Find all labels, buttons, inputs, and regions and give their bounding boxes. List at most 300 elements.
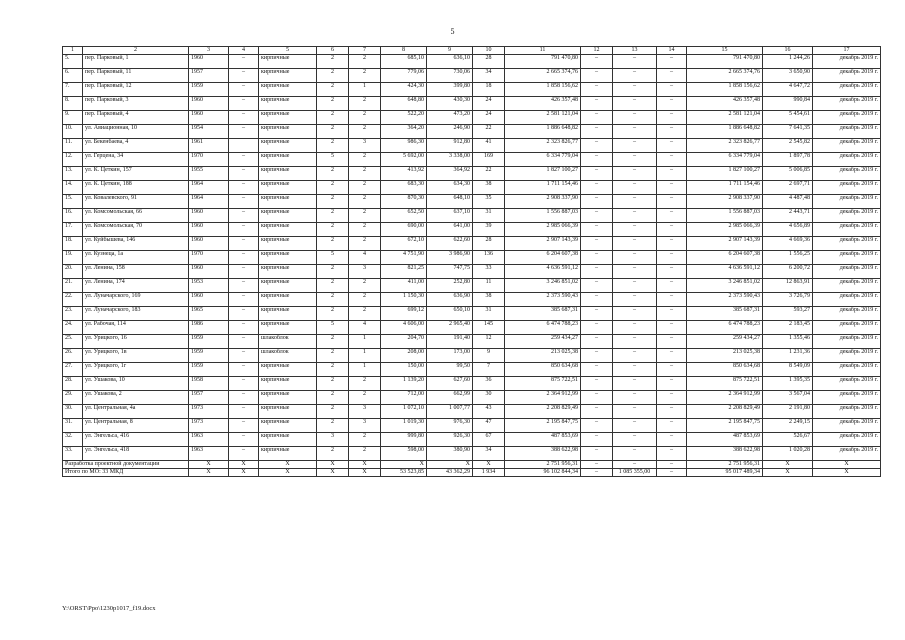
table-cell: – (613, 349, 657, 363)
table-cell: 1 858 156,62 (505, 83, 581, 97)
table-cell: декабрь 2019 г. (813, 139, 881, 153)
table-cell: 12. (63, 153, 83, 167)
table-row (63, 167, 881, 181)
table-cell: 3 (349, 265, 381, 279)
table-cell: 1 711 154,46 (505, 181, 581, 195)
table-cell: – (581, 419, 613, 433)
summary-cell: 96 102 844,34 (505, 469, 581, 477)
table-cell: 15. (63, 195, 83, 209)
table-cell: 1964 (189, 195, 229, 209)
table-cell: 43 (473, 405, 505, 419)
table-body (63, 55, 881, 477)
table-cell: 1957 (189, 391, 229, 405)
table-cell: 1959 (189, 335, 229, 349)
table-cell: 648,80 (381, 97, 427, 111)
table-cell: 2 (317, 377, 349, 391)
column-number-header: 3 (189, 47, 229, 55)
table-cell: – (229, 167, 259, 181)
table-cell: пер. Парковый, 3 (83, 97, 189, 111)
table-cell: ул. Ленина, 174 (83, 279, 189, 293)
table-row (63, 111, 881, 125)
table-cell: – (613, 209, 657, 223)
table-cell: пер. Парковый, 1 (83, 55, 189, 69)
table-cell: 4 (349, 321, 381, 335)
table-cell: 2 (317, 265, 349, 279)
table-cell: ул. Комсомольская, 70 (83, 223, 189, 237)
table-cell: – (229, 377, 259, 391)
table-cell: 27. (63, 363, 83, 377)
table-cell: 39 (473, 223, 505, 237)
table-row (63, 307, 881, 321)
table-cell: декабрь 2019 г. (813, 125, 881, 139)
table-cell: 648,10 (427, 195, 473, 209)
table-cell: 2 (349, 97, 381, 111)
table-cell: – (657, 69, 687, 83)
table-cell: кирпичные (259, 265, 317, 279)
table-cell: 2 (349, 209, 381, 223)
table-cell: кирпичные (259, 377, 317, 391)
table-cell: декабрь 2019 г. (813, 223, 881, 237)
table-cell: шлакоблок (259, 349, 317, 363)
table-cell: 36 (473, 377, 505, 391)
table-cell: 20. (63, 265, 83, 279)
table-cell: кирпичные (259, 293, 317, 307)
table-cell: – (657, 293, 687, 307)
table-cell: 5 006,85 (763, 167, 813, 181)
column-number-header: 8 (381, 47, 427, 55)
table-cell: 1 827 100,27 (687, 167, 763, 181)
table-cell: 1958 (189, 377, 229, 391)
table-cell: – (613, 223, 657, 237)
table-cell: 388 622,98 (505, 447, 581, 461)
table-cell: 26. (63, 349, 83, 363)
table-cell: 5 (317, 251, 349, 265)
table-cell: 1973 (189, 405, 229, 419)
table-cell: кирпичные (259, 391, 317, 405)
table-cell: декабрь 2019 г. (813, 447, 881, 461)
table-cell: 2 965,40 (427, 321, 473, 335)
table-cell: – (581, 433, 613, 447)
table-cell: декабрь 2019 г. (813, 237, 881, 251)
table-cell: 19. (63, 251, 83, 265)
table-cell: – (229, 349, 259, 363)
summary-cell: X (349, 461, 381, 469)
table-cell: 2 (349, 391, 381, 405)
table-cell: 35 (473, 195, 505, 209)
table-cell: 259 434,27 (505, 335, 581, 349)
table-cell: 3 (317, 433, 349, 447)
table-cell: 12 (473, 335, 505, 349)
table-cell: декабрь 2019 г. (813, 111, 881, 125)
summary-cell: X (259, 461, 317, 469)
table-cell: ул. Луначарского, 183 (83, 307, 189, 321)
table-cell: – (581, 111, 613, 125)
table-cell: 2 665 374,76 (687, 69, 763, 83)
table-cell: 1959 (189, 363, 229, 377)
table-cell: 683,30 (381, 181, 427, 195)
table-cell: декабрь 2019 г. (813, 377, 881, 391)
summary-cell: X (229, 461, 259, 469)
table-cell: 25. (63, 335, 83, 349)
table-cell: 1 150,30 (381, 293, 427, 307)
table-cell: 364,92 (427, 167, 473, 181)
table-cell: 1 244,26 (763, 55, 813, 69)
table-cell: – (581, 377, 613, 391)
table-cell: 487 853,69 (505, 433, 581, 447)
table-cell: кирпичные (259, 55, 317, 69)
table-cell: 2 (349, 223, 381, 237)
summary-cell: X (427, 461, 473, 469)
table-cell: ул. Луначарского, 169 (83, 293, 189, 307)
table-cell: – (613, 447, 657, 461)
table-cell: – (581, 279, 613, 293)
table-cell: ул. Кузнеца, 1а (83, 251, 189, 265)
summary-label: Итого по МО: 33 МКД (63, 469, 189, 477)
table-cell: – (229, 181, 259, 195)
table-cell: 986,30 (381, 139, 427, 153)
table-cell: – (581, 265, 613, 279)
table-cell: 22 (473, 125, 505, 139)
table-row (63, 349, 881, 363)
table-cell: 10. (63, 125, 83, 139)
table-cell: 2 195 847,75 (505, 419, 581, 433)
table-cell: 3 986,90 (427, 251, 473, 265)
table-row (63, 209, 881, 223)
table-cell: 3 (349, 139, 381, 153)
table-cell: 2 (349, 195, 381, 209)
table-cell: декабрь 2019 г. (813, 69, 881, 83)
table-cell: ул. Энгельса, 418 (83, 447, 189, 461)
table-cell: – (229, 419, 259, 433)
table-cell: – (581, 335, 613, 349)
table-cell: 2 373 590,43 (505, 293, 581, 307)
table-cell: – (657, 405, 687, 419)
table-cell: 5 454,61 (763, 111, 813, 125)
table-cell: ул. Урицкого, 1г (83, 363, 189, 377)
table-cell: декабрь 2019 г. (813, 181, 881, 195)
table-cell: 637,10 (427, 209, 473, 223)
table-cell: 33. (63, 447, 83, 461)
table-cell: – (657, 83, 687, 97)
table-cell: 652,50 (381, 209, 427, 223)
table-cell: 7. (63, 83, 83, 97)
table-cell: 3 726,79 (763, 293, 813, 307)
table-cell: 136 (473, 251, 505, 265)
table-cell: 791 470,80 (687, 55, 763, 69)
table-cell: 34 (473, 69, 505, 83)
table-cell: 926,30 (427, 433, 473, 447)
table-cell: 1 858 156,62 (687, 83, 763, 97)
table-row (63, 293, 881, 307)
table-cell: – (229, 335, 259, 349)
table-cell: 1 556 887,03 (505, 209, 581, 223)
table-row (63, 83, 881, 97)
table-cell: 4 656,89 (763, 223, 813, 237)
table-cell: 2 183,45 (763, 321, 813, 335)
column-number-header: 9 (427, 47, 473, 55)
table-cell: декабрь 2019 г. (813, 153, 881, 167)
table-cell: – (229, 307, 259, 321)
table-cell: пер. Парковый, 12 (83, 83, 189, 97)
summary-cell: X (813, 461, 881, 469)
table-cell: – (229, 153, 259, 167)
summary-row (63, 461, 881, 469)
table-cell: ул. Куйбышева, 146 (83, 237, 189, 251)
column-number-header: 2 (83, 47, 189, 55)
table-cell: 28 (473, 55, 505, 69)
table-cell: 5 (317, 321, 349, 335)
column-number-header: 14 (657, 47, 687, 55)
table-row (63, 139, 881, 153)
table-cell: шлакоблок (259, 335, 317, 349)
table-cell: 2 (317, 181, 349, 195)
table-cell: – (229, 125, 259, 139)
table-cell: 1953 (189, 279, 229, 293)
table-cell: 1 (349, 83, 381, 97)
summary-cell: 1 085 355,00 (613, 469, 657, 477)
table-cell: 2 (317, 55, 349, 69)
summary-cell: X (189, 469, 229, 477)
table-cell: 22 (473, 167, 505, 181)
table-cell: 1963 (189, 447, 229, 461)
table-cell: – (657, 55, 687, 69)
table-cell: – (581, 195, 613, 209)
table-cell: – (657, 363, 687, 377)
table-cell: 2 191,80 (763, 405, 813, 419)
table-cell: кирпичные (259, 237, 317, 251)
table-row (63, 279, 881, 293)
table-cell: 259 434,27 (687, 335, 763, 349)
table-cell: 1960 (189, 223, 229, 237)
table-cell: 2 985 066,39 (687, 223, 763, 237)
table-cell: кирпичные (259, 279, 317, 293)
table-cell: декабрь 2019 г. (813, 209, 881, 223)
table-cell: 7 641,35 (763, 125, 813, 139)
table-cell: – (229, 251, 259, 265)
table-cell: 2 (349, 377, 381, 391)
table-cell: 976,30 (427, 419, 473, 433)
table-cell: 2 907 143,39 (687, 237, 763, 251)
table-cell: – (581, 321, 613, 335)
table-row (63, 251, 881, 265)
table-cell: ул. Ковалевского, 91 (83, 195, 189, 209)
table-cell: 1 886 648,82 (505, 125, 581, 139)
table-cell: – (657, 447, 687, 461)
table-cell: 2 443,71 (763, 209, 813, 223)
table-cell: – (229, 97, 259, 111)
table-cell: 2 (349, 447, 381, 461)
table-cell: кирпичные (259, 83, 317, 97)
table-row (63, 377, 881, 391)
table-cell: кирпичные (259, 363, 317, 377)
table-cell: кирпичные (259, 167, 317, 181)
footer-file-path: Y:\ORST\Ppo\1230p1017_f19.docx (62, 605, 156, 612)
table-cell: 2 (349, 293, 381, 307)
table-cell: 870,30 (381, 195, 427, 209)
table-cell: – (229, 209, 259, 223)
table-cell: 213 025,38 (687, 349, 763, 363)
table-cell: 411,00 (381, 279, 427, 293)
table-cell: 662,99 (427, 391, 473, 405)
table-cell: – (657, 125, 687, 139)
column-number-header: 7 (349, 47, 381, 55)
column-number-header: 4 (229, 47, 259, 55)
table-cell: 24 (473, 111, 505, 125)
table-cell: ул. Ленина, 158 (83, 265, 189, 279)
summary-cell: X (259, 469, 317, 477)
table-cell: 2 (317, 97, 349, 111)
table-cell: декабрь 2019 г. (813, 265, 881, 279)
table-row (63, 419, 881, 433)
table-cell: – (613, 97, 657, 111)
table-cell: ул. Урицкого, 16 (83, 335, 189, 349)
summary-cell: X (763, 469, 813, 477)
table-cell: – (657, 167, 687, 181)
table-cell: 2 323 826,77 (687, 139, 763, 153)
table-cell: 650,10 (427, 307, 473, 321)
table-cell: 11 (473, 279, 505, 293)
table-cell: – (581, 69, 613, 83)
table-cell: декабрь 2019 г. (813, 321, 881, 335)
table-cell: 593,27 (763, 307, 813, 321)
table-cell: 47 (473, 419, 505, 433)
table-cell: – (613, 293, 657, 307)
page-number: 5 (450, 27, 455, 36)
table-cell: кирпичные (259, 223, 317, 237)
table-cell: 3 567,04 (763, 391, 813, 405)
table-cell: 2 (317, 419, 349, 433)
table-cell: 990,84 (763, 97, 813, 111)
table-cell: 1 395,35 (763, 377, 813, 391)
table-cell: декабрь 2019 г. (813, 55, 881, 69)
table-cell: – (657, 377, 687, 391)
table-row (63, 97, 881, 111)
table-row (63, 69, 881, 83)
table-cell: 1954 (189, 125, 229, 139)
table-cell: кирпичные (259, 139, 317, 153)
summary-cell: 53 523,85 (381, 469, 427, 477)
table-cell: 2 (349, 153, 381, 167)
table-cell: 2 (349, 307, 381, 321)
table-cell: 32. (63, 433, 83, 447)
table-cell: декабрь 2019 г. (813, 251, 881, 265)
column-number-header: 17 (813, 47, 881, 55)
table-cell: декабрь 2019 г. (813, 363, 881, 377)
summary-cell: – (657, 461, 687, 469)
table-cell: 4 636 591,12 (687, 265, 763, 279)
table-cell: 1 072,10 (381, 405, 427, 419)
table-cell: 1970 (189, 153, 229, 167)
table-cell: кирпичные (259, 419, 317, 433)
table-cell: – (657, 111, 687, 125)
summary-row (63, 469, 881, 477)
table-cell: кирпичные (259, 307, 317, 321)
table-cell: 2 (317, 139, 349, 153)
summary-cell: X (317, 469, 349, 477)
column-number-header: 12 (581, 47, 613, 55)
table-cell: 24 (473, 97, 505, 111)
table-cell: ул. Урицкого, 1в (83, 349, 189, 363)
table-cell: 2 323 826,77 (505, 139, 581, 153)
table-cell: 1959 (189, 349, 229, 363)
table-cell: – (581, 209, 613, 223)
table-cell: пер. Парковый, 4 (83, 111, 189, 125)
table-cell: 1955 (189, 167, 229, 181)
table-cell: 16. (63, 209, 83, 223)
summary-cell: X (813, 469, 881, 477)
table-cell: декабрь 2019 г. (813, 405, 881, 419)
table-cell: 875 722,51 (687, 377, 763, 391)
table-cell: декабрь 2019 г. (813, 97, 881, 111)
table-cell: 424,30 (381, 83, 427, 97)
table-cell: – (229, 363, 259, 377)
table-cell: – (581, 363, 613, 377)
table-cell: 413,92 (381, 167, 427, 181)
summary-cell: 43 362,29 (427, 469, 473, 477)
table-row (63, 447, 881, 461)
table-cell: 3 246 851,02 (505, 279, 581, 293)
table-cell: 426 357,48 (687, 97, 763, 111)
table-cell: 3 246 851,02 (687, 279, 763, 293)
table-cell: 912,80 (427, 139, 473, 153)
table-cell: декабрь 2019 г. (813, 167, 881, 181)
table-cell: 1960 (189, 97, 229, 111)
table-cell: 730,06 (427, 69, 473, 83)
table-cell: 634,30 (427, 181, 473, 195)
table-cell: – (613, 363, 657, 377)
table-row (63, 153, 881, 167)
summary-cell: 1 934 (473, 469, 505, 477)
table-cell: 672,10 (381, 237, 427, 251)
table-cell: 30 (473, 391, 505, 405)
table-cell: 690,00 (381, 223, 427, 237)
table-cell: 6 334 779,04 (505, 153, 581, 167)
table-cell: 18. (63, 237, 83, 251)
table-cell: ул. Герцена, 34 (83, 153, 189, 167)
table-cell: 627,60 (427, 377, 473, 391)
table-cell: 213 025,38 (505, 349, 581, 363)
table-cell: – (657, 349, 687, 363)
table-row (63, 55, 881, 69)
table-cell: 2 581 121,04 (505, 111, 581, 125)
table-cell: 18 (473, 83, 505, 97)
table-cell: – (581, 447, 613, 461)
table-cell: 1 019,30 (381, 419, 427, 433)
table-cell: декабрь 2019 г. (813, 279, 881, 293)
summary-cell: 2 751 956,31 (687, 461, 763, 469)
table-cell: 2 208 829,49 (687, 405, 763, 419)
table-cell: 850 634,68 (687, 363, 763, 377)
column-number-header: 16 (763, 47, 813, 55)
table-cell: 1 (349, 363, 381, 377)
column-number-header: 5 (259, 47, 317, 55)
table-cell: 2 697,71 (763, 181, 813, 195)
table-cell: – (657, 97, 687, 111)
table-cell: кирпичные (259, 321, 317, 335)
table-cell: 28. (63, 377, 83, 391)
table-cell: кирпичные (259, 181, 317, 195)
table-cell: 712,00 (381, 391, 427, 405)
table-cell: 5 692,00 (381, 153, 427, 167)
table-cell: 173,00 (427, 349, 473, 363)
table-cell: – (581, 307, 613, 321)
table-cell: 4 669,36 (763, 237, 813, 251)
table-cell: – (581, 405, 613, 419)
table-cell: 1 556 887,03 (687, 209, 763, 223)
table-cell: 2 (317, 125, 349, 139)
table-cell: – (613, 69, 657, 83)
table-cell: 2 908 337,90 (505, 195, 581, 209)
